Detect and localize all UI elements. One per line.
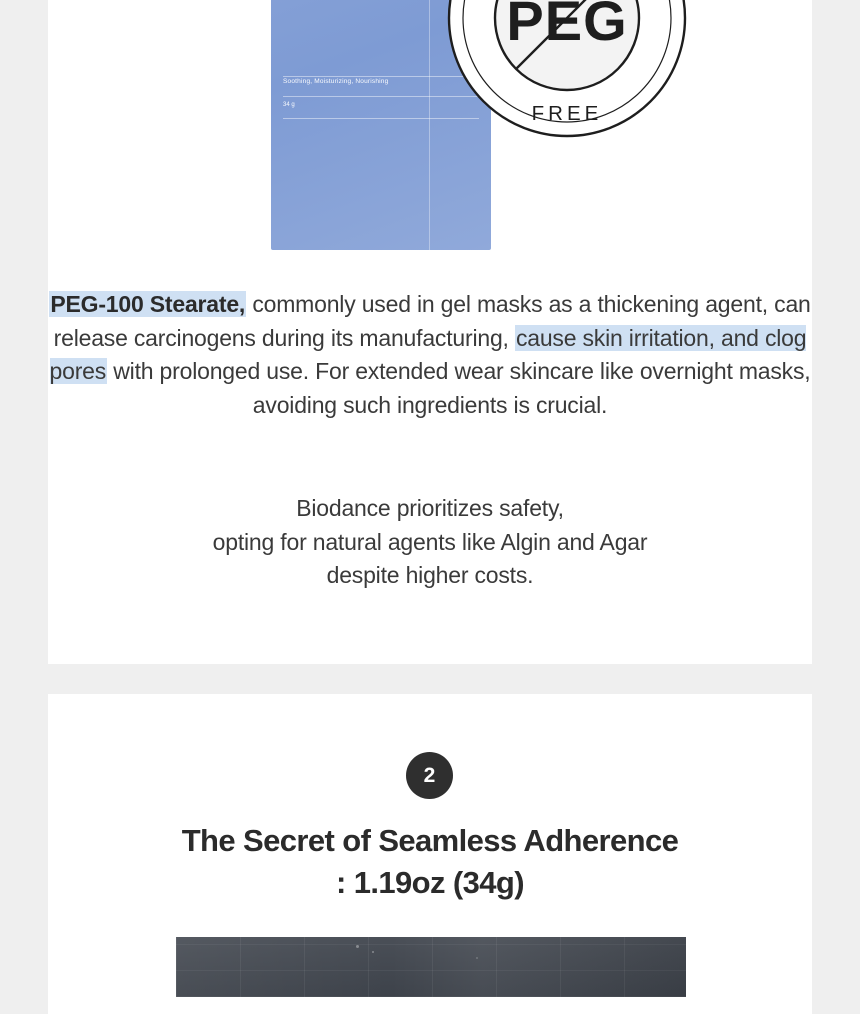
seal-bottom-text: FREE xyxy=(531,102,603,125)
step-number-badge: 2 xyxy=(406,752,453,799)
section-photo xyxy=(176,937,686,997)
peg-paragraph-part-2: with prolonged use. For extended wear skincare like overnight masks, avoiding such ingredients is crucial. xyxy=(107,358,811,418)
section-peg-free-card xyxy=(48,0,812,672)
box-divider-line xyxy=(429,0,430,250)
peg-paragraph-part-1: commonly used in gel masks as a thickening agent, can release carcinogens during its manufacturing, xyxy=(53,291,811,351)
peg-subtext-line-3: despite higher costs. xyxy=(326,562,534,588)
box-claims-text: Soothing, Moisturizing, Nourishing xyxy=(283,78,389,85)
peg-subtext-line-2: opting for natural agents like Algin and Agar xyxy=(212,528,648,555)
peg-highlight-secondary: cause skin irritation, and clog pores xyxy=(49,324,807,384)
seal-center-text: PEG xyxy=(506,0,628,52)
peg-free-seal-icon xyxy=(447,0,687,138)
box-weight-text: 34 g xyxy=(283,102,295,108)
section-adherence-card xyxy=(48,694,812,1014)
peg-subtext-line-1: Biodance prioritizes safety, xyxy=(296,495,564,521)
section-title-line-1: The Secret of Seamless Adherence xyxy=(181,823,679,858)
section-divider xyxy=(0,664,860,694)
section-title-line-2: : 1.19oz (34g) xyxy=(336,865,524,900)
peg-subtext xyxy=(48,492,812,593)
peg-visual xyxy=(48,0,812,260)
peg-highlight-primary: PEG-100 Stearate, xyxy=(50,291,246,317)
peg-paragraph xyxy=(48,288,812,422)
section-title xyxy=(48,820,812,904)
